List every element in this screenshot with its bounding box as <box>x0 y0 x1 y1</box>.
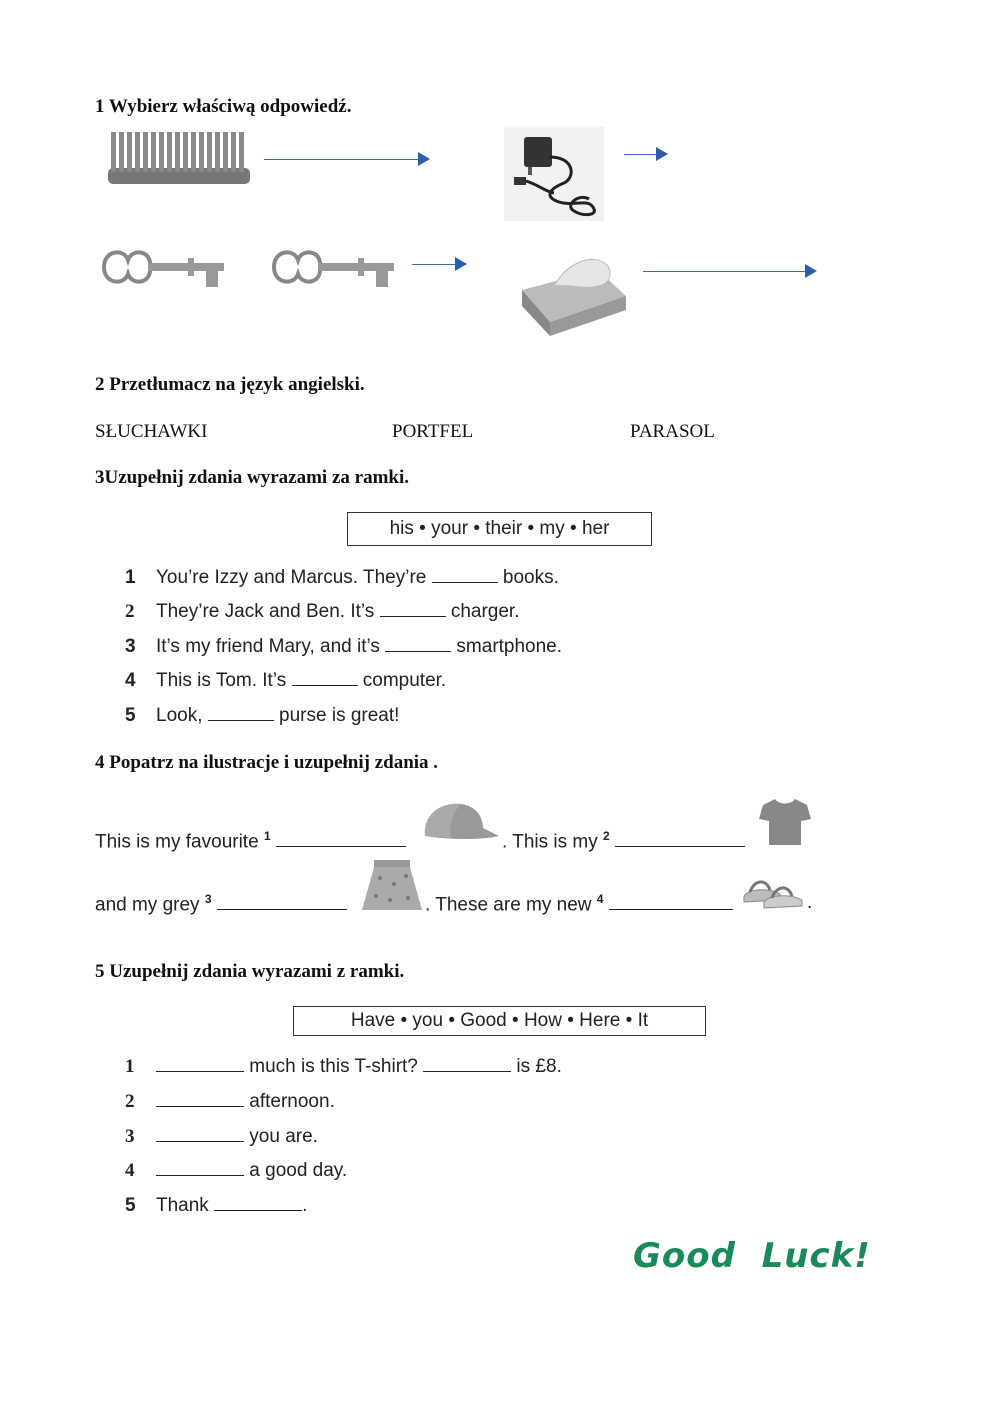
sentence-1: You’re Izzy and Marcus. They’re books. <box>156 567 559 588</box>
item-number: 5 <box>125 1195 136 1216</box>
sentence-2: They’re Jack and Ben. It’s charger. <box>156 601 520 622</box>
answer-blank[interactable] <box>156 1070 244 1072</box>
sentence-3: It’s my friend Mary, and it’s smartphone. <box>156 636 563 657</box>
sentence-line-1b: . This is my $^2$ <box>502 829 745 853</box>
answer-blank[interactable] <box>423 1070 511 1072</box>
word-2: PORTFEL <box>392 421 474 442</box>
item-number: 2 <box>125 601 135 622</box>
answer-blank[interactable] <box>380 615 446 617</box>
sentence-line-2b: . These are my new $^4$ <box>425 892 733 916</box>
word-box: his • your • their • my • her <box>347 512 652 546</box>
charger-image <box>504 127 604 221</box>
item-number: 3 <box>125 1126 135 1147</box>
item-number: 4 <box>125 670 136 691</box>
exercise-1-heading: 1 Wybierz właściwą odpowiedź. <box>95 96 352 117</box>
exercise-4-heading: 4 Popatrz na ilustracje i uzupełnij zdania . <box>95 752 439 773</box>
answer-blank[interactable] <box>385 650 451 652</box>
answer-blank[interactable] <box>432 581 498 583</box>
sentence-2: afternoon. <box>156 1091 335 1113</box>
tissues-image <box>514 250 634 338</box>
sandals-image <box>740 866 808 910</box>
sentence-4: a good day. <box>156 1160 347 1182</box>
key-image <box>268 240 400 294</box>
cap-image <box>421 800 501 848</box>
item-number: 2 <box>125 1091 135 1112</box>
answer-blank[interactable] <box>217 908 347 910</box>
t-shirt-image <box>757 795 813 847</box>
answer-blank[interactable] <box>208 719 274 721</box>
sentence-line-1a: This is my favourite $^1$ <box>95 829 406 853</box>
answer-blank[interactable] <box>609 908 733 910</box>
item-number: 5 <box>125 705 136 726</box>
key-image <box>98 240 230 294</box>
answer-blank[interactable] <box>276 845 406 847</box>
word-box: Have • you • Good • How • Here • It <box>293 1006 706 1036</box>
answer-blank[interactable] <box>156 1174 244 1176</box>
answer-blank[interactable] <box>292 684 358 686</box>
sentence-5: Look, purse is great! <box>156 705 400 726</box>
exercise-2-heading: 2 Przetłumacz na język angielski. <box>95 374 365 395</box>
sentence-line-2c: . <box>807 892 813 913</box>
sentence-1: much is this T-shirt? is £8. <box>156 1056 562 1078</box>
word-3: PARASOL <box>630 421 715 442</box>
comb-image <box>108 130 252 186</box>
item-number: 4 <box>125 1160 135 1181</box>
exercise-3-heading: 3Uzupełnij zdania wyrazami za ramki. <box>95 467 410 488</box>
word-1: SŁUCHAWKI <box>95 421 208 442</box>
exercise-5-heading: 5 Uzupełnij zdania wyrazami z ramki. <box>95 961 405 982</box>
item-number: 1 <box>125 1056 135 1077</box>
answer-blank[interactable] <box>214 1209 302 1211</box>
answer-blank[interactable] <box>156 1140 244 1142</box>
answer-blank[interactable] <box>156 1105 244 1107</box>
good-luck-text: Good Luck! <box>633 1236 871 1276</box>
skirt-image <box>360 858 424 912</box>
sentence-4: This is Tom. It’s computer. <box>156 670 447 691</box>
item-number: 3 <box>125 636 136 657</box>
sentence-5: Thank . <box>156 1195 308 1216</box>
sentence-3: you are. <box>156 1126 318 1148</box>
sentence-line-2a: and my grey $^3$ <box>95 892 347 916</box>
answer-blank[interactable] <box>615 845 745 847</box>
item-number: 1 <box>125 567 136 588</box>
